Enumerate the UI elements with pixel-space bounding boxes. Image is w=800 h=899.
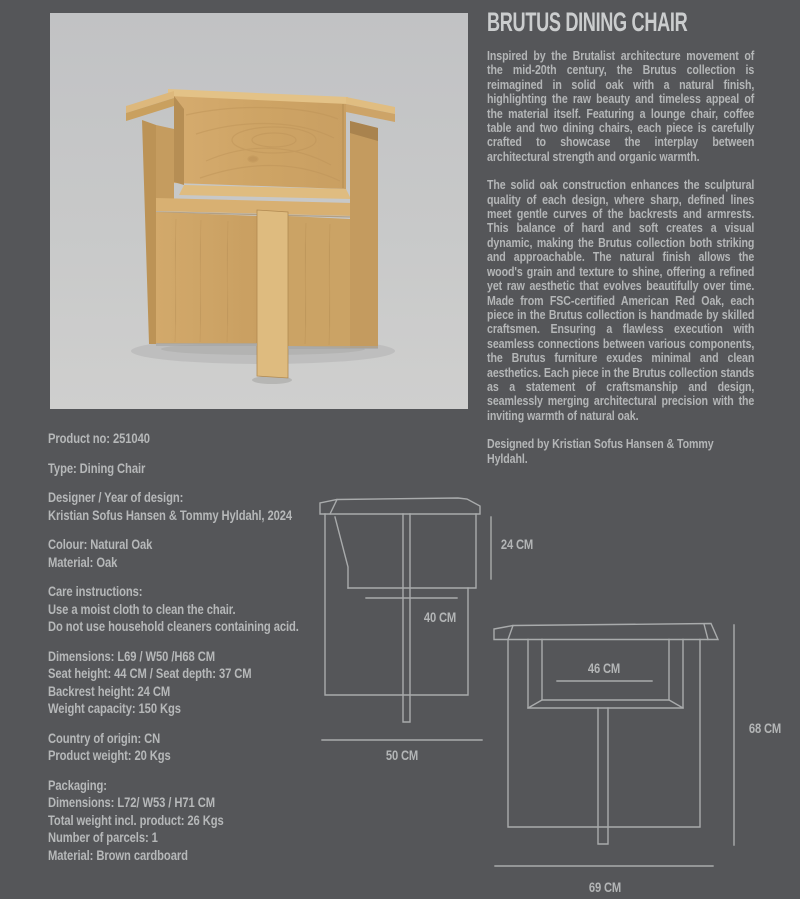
spec-packaging-dimensions: Dimensions: L72/ W53 / H71 CM <box>48 795 215 810</box>
chair-back-panel <box>174 95 346 189</box>
side-center-leg <box>403 514 410 722</box>
side-backrest-box <box>348 514 476 588</box>
spec-packaging-heading: Packaging: <box>48 777 107 793</box>
spec-seat: Seat height: 44 CM / Seat depth: 37 CM <box>48 666 252 681</box>
spec-designer-heading: Designer / Year of design: <box>48 490 184 505</box>
spec-care-heading: Care instructions: <box>48 584 143 599</box>
dim-label-total-height: 68 CM <box>748 720 782 736</box>
spec-packaging-material: Material: Brown cardboard <box>48 847 188 863</box>
spec-colour: Colour: Natural Oak <box>48 537 153 552</box>
dim-label-total-width: 69 CM <box>588 879 622 895</box>
front-top-bar <box>494 624 718 640</box>
front-center-leg <box>598 708 608 844</box>
contact-shadow-left <box>156 343 257 346</box>
spec-group-care <box>48 583 348 636</box>
chair-lower-right-panel <box>288 216 350 348</box>
chair-lower-left-panel <box>156 212 257 344</box>
side-panel-outline <box>325 514 468 695</box>
product-photo <box>50 13 468 409</box>
spec-origin: Country of origin: CN <box>48 730 161 746</box>
dim-label-inner-depth: 40 CM <box>423 609 457 625</box>
spec-group-origin <box>48 730 348 765</box>
spec-packaging-parcels: Number of parcels: 1 <box>48 830 158 845</box>
spec-care-2: Do not use household cleaners containing acid. <box>48 619 299 634</box>
spec-product-no: Product no: 251040 <box>48 431 150 446</box>
front-view-svg <box>485 613 797 899</box>
spec-weight-capacity: Weight capacity: 150 Kgs <box>48 701 181 716</box>
spec-list <box>48 430 348 876</box>
article-column <box>487 9 754 480</box>
dim-label-total-depth: 50 CM <box>385 747 419 763</box>
spec-group-product-no <box>48 430 348 448</box>
spec-care-1: Use a moist cloth to clean the chair. <box>48 601 236 617</box>
spec-group-material <box>48 536 348 571</box>
side-inner-slant <box>335 517 348 588</box>
spec-group-packaging <box>48 777 348 865</box>
dim-label-backrest-height: 24 CM <box>500 536 534 552</box>
spec-packaging-weight: Total weight incl. product: 26 Kgs <box>48 812 224 828</box>
chair-photo-illustration <box>50 13 468 409</box>
spec-group-designer <box>48 489 348 524</box>
chair-left-flank <box>156 125 174 199</box>
spec-material: Material: Oak <box>48 554 118 570</box>
spec-type: Type: Dining Chair <box>48 460 146 476</box>
spec-group-type <box>48 460 348 478</box>
description-paragraph: The solid oak construction enhances the sculptural quality of each design, where sharp, defined lines meet gentle curves of the backrests and armrests. This balance of hard and soft creates a visual dynamic, making the Brutus collection both striking and approachable. The natural finish allows the wood's grain and texture to shine, offering a refined yet raw aesthetic that evolves beautifully over time. Made from FSC-certified American Red Oak, each piece in the Brutus collection is handmade by skilled craftsmen. Ensuring a flawless execution with seamless connections between various components, the Brutus furniture exudes minimal and clean aesthetics. Each piece in the Brutus collection stands as a statement of craftsmanship and design, seamlessly merging architectural precision with the inviting warmth of natural oak. <box>487 177 755 423</box>
page-title: BRUTUS DINING CHAIR <box>487 7 688 37</box>
spec-backrest: Backrest height: 24 CM <box>48 683 171 699</box>
side-top-bar-cap <box>330 500 337 515</box>
designer-credit: Designed by Kristian Sofus Hansen & Tommy Hyldahl. <box>487 436 714 466</box>
chair-cross-panel <box>257 210 288 378</box>
spec-group-dimensions <box>48 648 348 718</box>
front-top-bar-caps <box>508 624 708 640</box>
front-view-drawing <box>485 613 797 899</box>
side-top-bar <box>320 498 480 514</box>
intro-paragraph: Inspired by the Brutalist architecture movement of the mid-20th century, the Brutus collection is reimagined in solid oak with a natural finish, highlighting the raw beauty and timeless appeal of the material itself. Featuring a lounge chair, coffee table and two dining chairs, each piece is carefully crafted to showcase the interplay between architectural strength and organic warmth. <box>487 48 755 164</box>
chair-left-inner-panel <box>174 96 184 185</box>
contact-shadow-right <box>288 346 378 349</box>
spec-product-weight: Product weight: 20 Kgs <box>48 748 171 763</box>
dim-label-seat-width: 46 CM <box>587 660 621 676</box>
chair-right-side-panel <box>350 121 378 348</box>
front-seat-diagonals <box>528 700 683 708</box>
spec-dimensions: Dimensions: L69 / W50 /H68 CM <box>48 648 215 664</box>
spec-designer-value: Kristian Sofus Hansen & Tommy Hyldahl, 2024 <box>48 507 293 523</box>
